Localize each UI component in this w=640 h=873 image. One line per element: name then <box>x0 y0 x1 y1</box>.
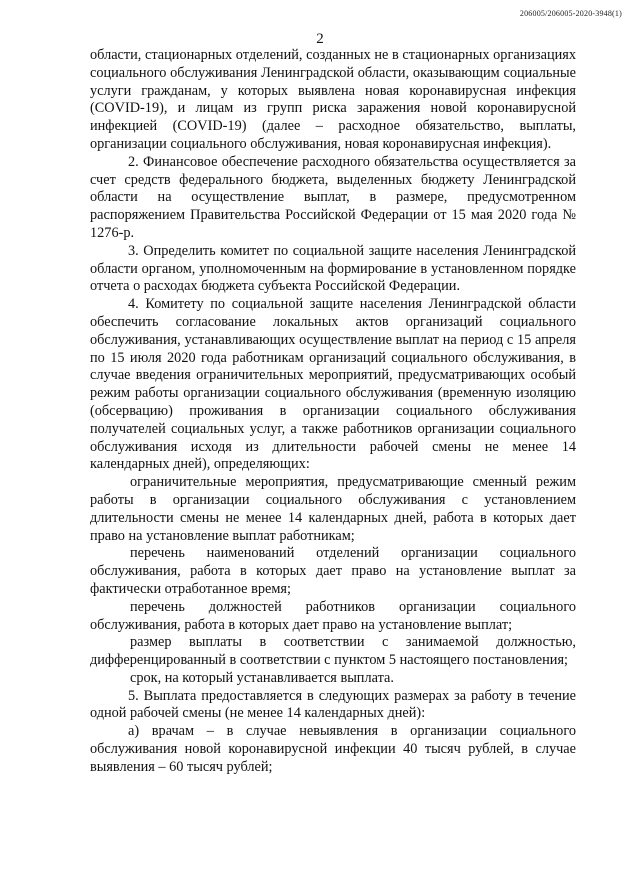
list-item-restrictive-measures: ограничительные мероприятия, предусматривающие сменный режим работы в организации социального обслуживания с установлением длительности смены не менее 14 календарных дней, работа в которых дает право на установление выплат работникам; <box>90 474 576 544</box>
subitem-a-doctors: а) врачам – в случае невыявления в организации социального обслуживания новой коронавирусной инфекции 40 тысяч рублей, в случае выявления – 60 тысяч рублей; <box>90 723 576 775</box>
page-number: 2 <box>316 31 324 47</box>
list-item-positions: перечень должностей работников организации социального обслуживания, работа в которых дает право на установление выплат; <box>90 598 576 633</box>
paragraph-4: 4. Комитету по социальной защите населения Ленинградской области обеспечить согласование локальных актов организаций социального обслуживания, устанавливающих осуществление выплат на период с 15 апреля по 15 июля 2020 года работникам организаций социального обслуживания, в случае введения ограничительных мероприятий, предусматривающих особый режим работы организации социального обслуживания (временную изоляцию (обсервацию) проживания в организации социального обслуживания получателей социальных услуг, а также работников организации социального обслуживания исходя из длительности рабочей смены не менее 14 календарных дней), определяющих: <box>90 296 576 473</box>
paragraph-2: 2. Финансовое обеспечение расходного обязательства осуществляется за счет средств федерального бюджета, выделенных бюджету Ленинградской области на осуществление выплат, в размере, предусмотренном распоряжением Правительства Российской Федерации от 15 мая 2020 года № 1276-р. <box>90 153 576 241</box>
paragraph-1-continuation: области, стационарных отделений, созданных не в стационарных организациях социального обслуживания Ленинградской области, оказывающим социальные услуги гражданам, у которых выявлена новая коронавирусная инфекция (COVID-19), и лицам из групп риска заражения новой коронавирусной инфекцией (COVID-19) (далее – расходное обязательство, выплаты, организации социального обслуживания, новая коронавирусная инфекция). <box>90 47 576 152</box>
document-body <box>90 47 576 777</box>
paragraph-5: 5. Выплата предоставляется в следующих размерах за работу в течение одной рабочей смены (не менее 14 календарных дней): <box>90 687 576 722</box>
paragraph-3: 3. Определить комитет по социальной защите населения Ленинградской области органом, уполномоченным на формирование в установленном порядке отчета о расходах бюджета субъекта Российской Федерации. <box>90 242 576 295</box>
list-item-payment-amount: размер выплаты в соответствии с занимаемой должностью, дифференцированный в соответствии с пунктом 5 настоящего постановления; <box>90 634 576 669</box>
list-item-departments: перечень наименований отделений организации социального обслуживания, работа в которых дает право на установление выплат за фактически отработанное время; <box>90 545 576 597</box>
document-id: 206005/206005-2020-3948(1) <box>519 9 622 18</box>
list-item-payment-period: срок, на который устанавливается выплата. <box>130 669 394 686</box>
